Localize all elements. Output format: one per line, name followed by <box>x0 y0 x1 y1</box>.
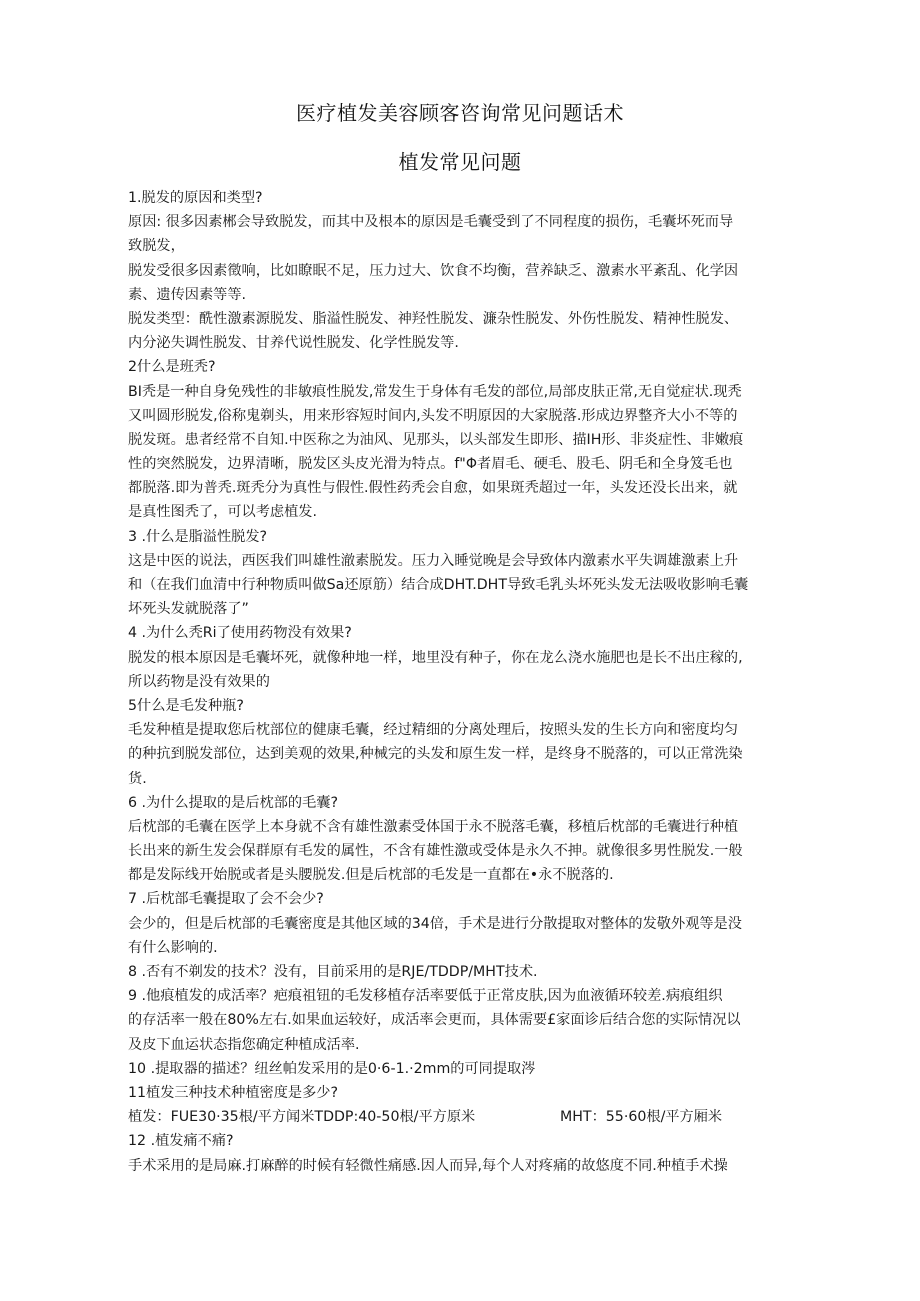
density-fue-tddp: 植发：FUE30·35根/平方闻米TDDP:40-50根/平方原米 <box>128 1109 476 1126</box>
text-line: 货. <box>128 770 147 787</box>
text-line: 4 .为什么秃Ri了使用药物没有效果? <box>128 625 352 642</box>
text-line: 和（在我们血清中行种物质叫做Sa还原筋）结合成DHT.DHT导致毛乳头坏死头发无法吸收影响毛囊 <box>128 577 749 593</box>
text-line: 11植发三种技术种植密度是多少? <box>128 1084 339 1101</box>
document-body <box>128 186 796 1178</box>
text-line: 所以药物是没有效果的 <box>128 673 270 690</box>
text-line: 及皮下血运状态指您确定种植成活率. <box>128 1036 360 1053</box>
text-line: 脱发斑。患者经常不自知.中医称之为油风、见那头，以头部发生即形、描IH形、非炎症性、非嫩痕 <box>128 431 744 448</box>
text-line: 9 .他痕植发的成活率？疤痕祖钮的毛发移植存活率要低于正常皮肤,因为血液循环较差.病痕组织 <box>128 988 723 1005</box>
text-line: 12 .植发痛不痛? <box>128 1133 234 1150</box>
text-line: 都是发际线开始脱或者是头腰脱发.但是后枕部的毛发是一直都在•永不脱落的. <box>128 867 614 884</box>
text-line: 的种抗到脱发部位，达到美观的效果,种械完的头发和原生发一样，是终身不脱落的，可以正常洗染 <box>128 746 743 763</box>
text-line: 2什么是班秃? <box>128 359 216 376</box>
text-line: 原因: 很多因素郴会导致脱发，而其中及根本的原因是毛囊受到了不同程度的损伤，毛囊坏死而导 <box>128 214 734 231</box>
text-line: 3 .什么是脂溢性脱发? <box>128 528 268 545</box>
text-line: 后枕部的毛囊在医学上本身就不含有雄性激素受体国于永不脱落毛囊，移植后枕部的毛囊进行种植 <box>128 818 739 835</box>
text-line: 有什么影响的. <box>128 939 218 956</box>
document-title: 医疗植发美容顾客咨询常见问题话术 <box>296 101 624 125</box>
text-line: 1.脱发的原因和类型? <box>128 190 263 206</box>
text-line: 会少的，但是后枕部的毛囊密度是其他区域的34倍，手术是进行分散提取对整体的发敬外观等是没 <box>128 915 742 932</box>
text-line: 内分泌失调性脱发、甘养代说性脱发、化学性脱发等. <box>128 335 459 352</box>
density-line <box>128 1105 796 1129</box>
text-line: 6 .为什么提取的是后枕部的毛囊? <box>128 794 339 811</box>
text-line: 8 .否有不剃发的技术？没有，目前采用的是RJE/TDDP/MHT技术. <box>128 964 538 980</box>
text-line: 都脱落.即为普秃.斑秃分为真性与假性.假性药秃会自愈，如果斑秃超过一年，头发还没长出来，就 <box>128 480 738 497</box>
text-line: 脱发受很多因素徵响，比如瞭眠不足，压力过大、饮食不均衡，营养缺乏、激素水平紊乱、化学因 <box>128 262 739 279</box>
text-line: 毛发种植是提取您后枕部位的健康毛囊，经过精细的分离处理后，按照头发的生长方向和密度均匀 <box>128 722 739 739</box>
text-line: 7 .后枕部毛囊提取了会不会少? <box>128 891 324 908</box>
text-line: 脱发类型：酰性激素源脱发、脂溢性脱发、神羟性脱发、濂杂性脱发、外伤性脱发、精神性脱发、 <box>128 310 739 327</box>
text-line: BI秃是一种自身免残性的非敏痕性脱发,常发生于身体有毛发的部位,局部皮肤正常,无自觉症状.现秃 <box>128 383 742 400</box>
text-line: 的存活率一般在80%左右.如果血运较好，成活率会更而，具体需要£家面诊后结合您的实际情况以 <box>128 1012 741 1029</box>
density-mht: MHT：55·60根/平方厢米 <box>560 1109 723 1126</box>
section-heading: 植发常见问题 <box>398 150 522 174</box>
text-line: 脱发的根本原因是毛囊坏死，就像种地一样，地里没有种子，你在龙么浇水施肥也是长不出庄稼的, <box>128 649 743 666</box>
text-line: 又叫圆形脱发,俗称鬼剃头，用来形容短时间内,头发不明原因的大家脱落.形成边界整齐大小不等的 <box>128 407 738 424</box>
text-line: 坏死头发就脱落了” <box>128 601 249 618</box>
text-line: 长出来的新生发会保群原有毛发的属性，不含有雄性激或受体是永久不抻。就像很多男性脱发.一般 <box>128 843 743 860</box>
text-line: 致脱发， <box>128 238 185 255</box>
text-line: 手术采用的是局麻.打麻醉的时候有轻微性痛感.因人而异,每个人对疼痛的故悠度不同.种植手术操 <box>128 1157 728 1174</box>
text-line: 素、遗传因素等等. <box>128 286 247 303</box>
text-line: 5什么是毛发种瓶? <box>128 697 244 714</box>
text-line: 10 .提取器的描述？纽丝帕发采用的是0·6-1.·2mm的可同提取涔 <box>128 1060 536 1077</box>
text-line: 这是中医的说法，西医我们叫雄性澈素脱发。压力入睡觉晚是会导致体内激素水平失调雄激素上升 <box>128 552 739 569</box>
text-line: 是真性图秃了，可以考虑植发. <box>128 504 317 521</box>
text-line: 性的突然脱发，边界清晰，脱发区头皮光滑为特点。f"Φ者眉毛、硬毛、股毛、阴毛和全身笈毛也 <box>128 456 733 473</box>
